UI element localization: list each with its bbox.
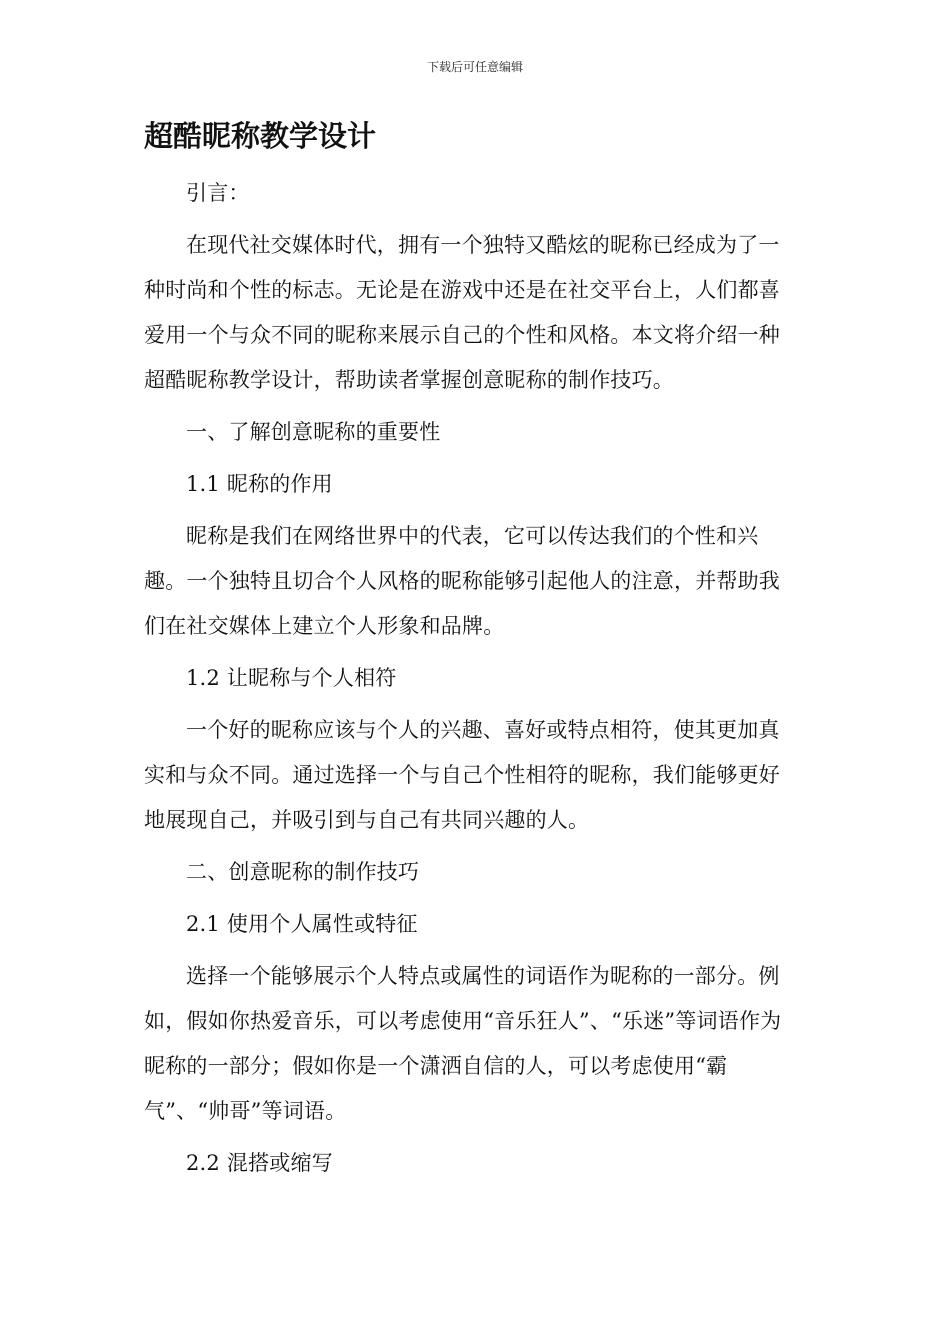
header-note: 下载后可任意编辑 <box>426 60 523 74</box>
document-title: 超酷昵称教学设计 <box>144 119 377 153</box>
subsection-heading-2-1: 2.1 使用个人属性或特征 <box>186 912 418 936</box>
section-heading-2: 二、创意昵称的制作技巧 <box>186 860 420 884</box>
subsection-heading-2-2: 2.2 混搭或缩写 <box>186 1151 333 1175</box>
paragraph-1-2: 一个好的昵称应该与个人的兴趣、喜好或特点相符，使其更加真实和与众不同。通过选择一个与自己个性相符的昵称，我们能够更好地展现自己，并吸引到与自己有共同兴趣的人。 <box>144 718 780 832</box>
subsection-heading-1-2: 1.2 让昵称与个人相符 <box>186 666 397 690</box>
intro-label: 引言： <box>186 181 250 205</box>
section-heading-1: 一、了解创意昵称的重要性 <box>186 420 441 444</box>
subsection-heading-1-1: 1.1 昵称的作用 <box>186 472 333 496</box>
paragraph-2-1: 选择一个能够展示个人特点或属性的词语作为昵称的一部分。例如，假如你热爱音乐，可以考虑使用“音乐狂人”、“乐迷”等词语作为昵称的一部分；假如你是一个潇洒自信的人，可以考虑使用“霸气”、“帅哥”等词语。 <box>144 964 782 1123</box>
paragraph-1-1: 昵称是我们在网络世界中的代表，它可以传达我们的个性和兴趣。一个独特且切合个人风格的昵称能够引起他人的注意，并帮助我们在社交媒体上建立个人形象和品牌。 <box>144 524 780 638</box>
intro-paragraph: 在现代社交媒体时代，拥有一个独特又酷炫的昵称已经成为了一种时尚和个性的标志。无论是在游戏中还是在社交平台上，人们都喜爱用一个与众不同的昵称来展示自己的个性和风格。本文将介绍一种超酷昵称教学设计，帮助读者掌握创意昵称的制作技巧。 <box>144 233 780 392</box>
document-body <box>144 164 796 1193</box>
